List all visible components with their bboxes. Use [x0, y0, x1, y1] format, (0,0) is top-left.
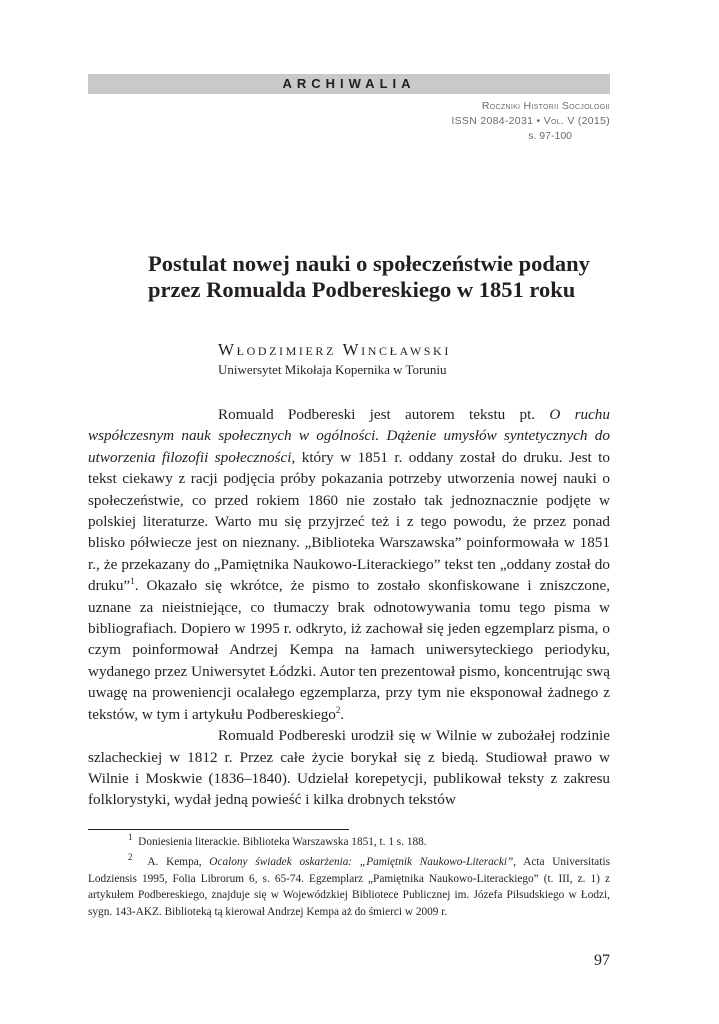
footnote-divider — [88, 829, 349, 830]
p1-text-b: , który w 1851 r. oddany został do druku. Jest to tekst ciekawy z racji podjęcia próby pokazania potrzeby utworzenia nowej nauki o społeczeństwie, co przed rokiem 1860 nie zostało tak jednoznacznie podjęte w polskiej literaturze. Warto mu się przyjrzeć też i z tego powodu, że przez ponad blisko półwiecze jest on nieznany. „Biblioteka Warszawska” poinformowała w 1851 r., że przekazany do „Pamiętnika Naukowo-Literackiego” tekst ten „oddany został do druku” — [88, 448, 610, 595]
p1-text-a: Romuald Podbereski jest autorem tekstu pt. — [218, 406, 550, 423]
paragraph-2: Romuald Podbereski urodził się w Wilnie w zubożałej rodzinie szlacheckiej w 1812 r. Przez całe życie borykał się z biedą. Studiował prawo w Wilnie i Moskwie (1836–1840). Udzielał korepetycji, publikował teksty z zakresu folklorystyki, wydał jedną powieść i kilka drobnych tekstów — [88, 727, 610, 809]
footnote-2-number: 2 — [128, 852, 133, 863]
p1-text-c: . Okazało się wkrótce, że pismo to zostało skonfiskowane i zniszczone, uznane za nieistniejące, co tłumaczy brak odnotowywania tomu tego pisma w bibliografiach. Dopiero w 1995 r. odkryto, iż zachował się jeden egzemplarz pisma, o czym poinformował Andrzej Kempa na łamach uniwersyteckiego periodyku, wydanego przez Uniwersytet Łódzki. Autor ten prezentował pismo, koncentrując swą uwagę na proweniencji ocalałego egzemplarza, przy tym nie eksponował żadnego z tekstów, w tym i artykułu Podbereskiego — [88, 577, 610, 723]
journal-meta — [451, 99, 610, 144]
journal-issn: ISSN 2084-2031 • Vol. V (2015) — [451, 115, 610, 127]
page-number: 97 — [594, 952, 610, 969]
author-affiliation: Uniwersytet Mikołaja Kopernika w Toruniu — [218, 362, 447, 377]
section-label: ARCHIWALIA — [282, 76, 416, 91]
footnote-ref-1[interactable]: 1 — [130, 576, 135, 587]
footnote-2-text-b: , Acta Universitatis Lodziensis 1995, Folia Librorum 6, s. 65-74. Egzemplarz „Pamiętnika Naukowo-Literackiego” (t. III, z. 1) z artykułem Podbereskiego, znajduje się w Wojewódzkiej Bibliotece Publicznej im. Józefa Piłsudskiego w Łodzi, sygn. 143-AKZ. Biblioteką tą kierował Andrzej Kempa aż do śmierci w 2009 r. — [88, 856, 610, 918]
footnote-1-text: Doniesienia literackie. Biblioteka Warszawska 1851, t. 1 s. 188. — [138, 836, 427, 848]
footnote-2-text-a: A. Kempa, — [147, 856, 210, 869]
footnote-2 — [88, 854, 610, 920]
title-line-1: Postulat nowej nauki o społeczeństwie podany — [148, 251, 590, 276]
journal-title: Roczniki Historii Socjologii — [481, 100, 610, 112]
footnote-ref-2[interactable]: 2 — [335, 704, 341, 715]
body-text — [88, 404, 610, 811]
p1-italic-title: O ruchu współczesnym nauk społecznych w ogólności. Dążenie umysłów syntetycznych do utworzenia filozofii społeczności — [88, 406, 610, 466]
author-name: Włodzimierz Wincławski — [218, 340, 451, 359]
footnotes — [88, 834, 610, 924]
footnote-1-number: 1 — [128, 832, 133, 843]
footnote-1 — [88, 834, 610, 850]
footnote-2-italic-title: Ocalony świadek oskarżenia: „Pamiętnik Naukowo-Literacki” — [209, 856, 514, 869]
title-line-2: przez Romualda Podbereskiego w 1851 roku — [148, 277, 576, 302]
p1-text-d: . — [340, 705, 345, 723]
journal-pages: s. 97-100 — [528, 130, 572, 142]
paragraph-1 — [88, 404, 610, 725]
article-title — [148, 251, 648, 303]
section-band — [88, 74, 610, 94]
